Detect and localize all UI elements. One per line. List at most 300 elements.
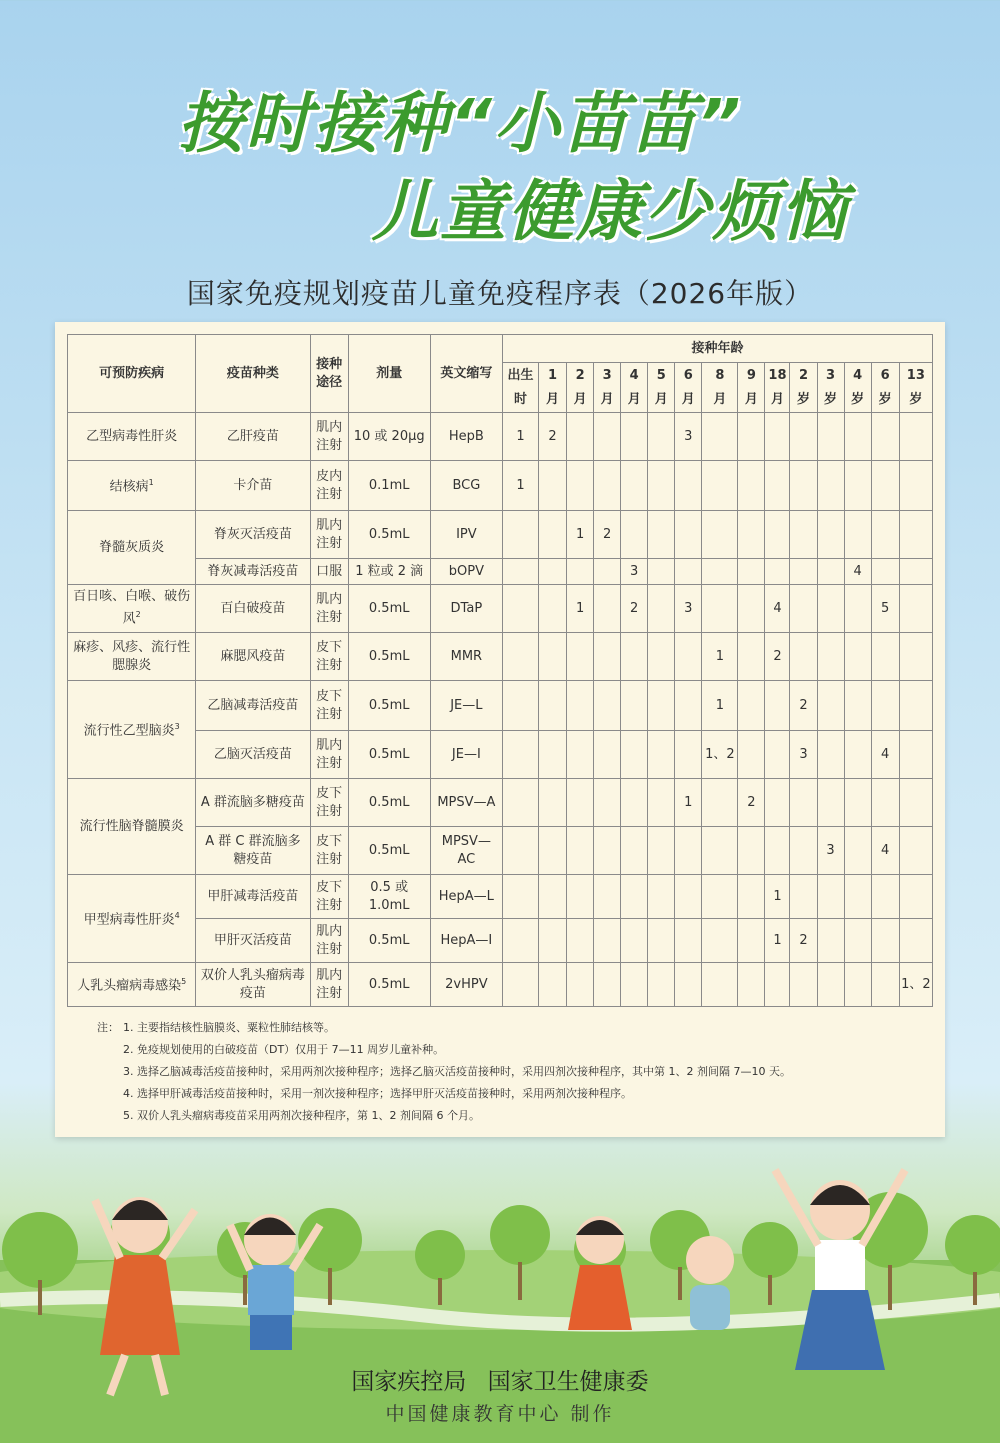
dose-number-cell [765,559,790,585]
dose-number-cell [502,681,538,731]
dose-number-cell [567,963,594,1007]
title-line1: 按时接种“小苗苗” [177,85,743,162]
dose-number-cell [702,827,738,875]
dose-number-cell [790,559,817,585]
dose-cell: 0.1mL [348,461,430,511]
age-value: 3 [826,367,836,383]
disease-cell [68,633,196,681]
dose-number-cell [567,827,594,875]
abbr-cell: JE—I [430,731,502,779]
dose-cell: 0.5 或 1.0mL [348,875,430,919]
abbr-header: 英文缩写 [430,335,502,413]
table-row [68,511,933,559]
footnote-marker: 4 [174,911,180,921]
dose-number-cell [648,681,675,731]
dose-number-cell [539,827,567,875]
dose-number-cell [899,827,932,875]
dose-number-cell [738,681,765,731]
dose-number-cell: 1 [702,633,738,681]
age-header [702,363,738,413]
disease-name: 乙型病毒性肝炎 [86,428,178,444]
route-cell: 肌内注射 [310,511,348,559]
dose-number-cell [817,413,844,461]
abbr-cell: BCG [430,461,502,511]
dose-number-cell [567,779,594,827]
vaccine-cell: 麻腮风疫苗 [196,633,310,681]
dose-number-cell: 3 [790,731,817,779]
dose-number-cell [648,511,675,559]
table-row [68,963,933,1007]
dose-number-cell [539,585,567,633]
route-cell: 肌内注射 [310,413,348,461]
dose-number-cell [871,681,899,731]
dose-cell: 0.5mL [348,511,430,559]
dose-number-cell [765,827,790,875]
disease-name: 百日咳、白喉、破伤风 [73,589,191,627]
dose-number-cell [899,731,932,779]
dose-number-cell [621,511,648,559]
disease-cell [68,585,196,633]
dose-number-cell: 2 [790,919,817,963]
dose-cell: 0.5mL [348,827,430,875]
dose-number-cell [675,963,702,1007]
dose-number-cell [899,559,932,585]
age-unit: 岁 [824,391,838,407]
table-subtitle: 国家免疫规划疫苗儿童免疫程序表（2026年版） [186,277,814,310]
age-header [817,363,844,413]
dose-number-cell [871,875,899,919]
dose-number-cell: 2 [539,413,567,461]
note-text: 1. 主要指结核性脑膜炎、粟粒性肺结核等。 [123,1021,335,1034]
dose-number-cell [502,559,538,585]
dose-number-cell [594,681,621,731]
age-header [594,363,621,413]
dose-header: 剂量 [348,335,430,413]
dose-number-cell [539,919,567,963]
dose-number-cell [738,875,765,919]
route-cell: 皮下注射 [310,681,348,731]
age-header [871,363,899,413]
vaccine-cell: 甲肝减毒活疫苗 [196,875,310,919]
dose-cell: 0.5mL [348,963,430,1007]
dose-number-cell [702,779,738,827]
dose-number-cell [817,681,844,731]
title-line2: 儿童健康少烦恼 [372,173,848,250]
dose-number-cell [817,963,844,1007]
vaccine-cell: A 群流脑多糖疫苗 [196,779,310,827]
dose-number-cell [702,963,738,1007]
dose-number-cell [621,731,648,779]
abbr-cell: HepA—L [430,875,502,919]
age-unit: 岁 [878,391,892,407]
age-value: 9 [746,367,756,383]
dose-number-cell [899,633,932,681]
dose-number-cell: 3 [675,585,702,633]
dose-number-cell: 2 [765,633,790,681]
vaccine-cell: 乙肝疫苗 [196,413,310,461]
dose-number-cell [738,461,765,511]
dose-number-cell [817,875,844,919]
age-header [567,363,594,413]
dose-number-cell: 1 [765,875,790,919]
dose-number-cell [675,919,702,963]
children-park-illustration [0,1140,1000,1443]
dose-cell: 0.5mL [348,585,430,633]
route-cell: 肌内注射 [310,963,348,1007]
age-unit: 月 [744,391,758,407]
dose-number-cell [844,633,871,681]
dose-number-cell [567,731,594,779]
note-lead [97,1061,123,1083]
footnote-marker: 5 [181,977,187,987]
dose-number-cell [790,461,817,511]
dose-number-cell [765,779,790,827]
dose-number-cell [844,919,871,963]
dose-number-cell [844,731,871,779]
disease-cell [68,511,196,585]
dose-number-cell [817,779,844,827]
disease-name: 麻疹、风疹、流行性腮腺炎 [73,639,191,673]
dose-number-cell [567,633,594,681]
dose-number-cell [594,731,621,779]
table-row [68,559,933,585]
dose-number-cell [648,559,675,585]
note-item [97,1105,927,1127]
dose-number-cell [738,731,765,779]
dose-number-cell [790,827,817,875]
dose-number-cell [648,633,675,681]
dose-number-cell [594,559,621,585]
footnote-marker: 1 [148,478,154,488]
abbr-cell: IPV [430,511,502,559]
age-value: 18 [768,367,787,383]
dose-number-cell [817,511,844,559]
dose-number-cell [738,511,765,559]
dose-number-cell [621,779,648,827]
dose-number-cell [738,827,765,875]
dose-number-cell [871,559,899,585]
footnote-marker: 2 [135,610,141,620]
dose-number-cell [594,585,621,633]
dose-number-cell [594,779,621,827]
dose-number-cell [502,827,538,875]
dose-number-cell [871,461,899,511]
notes [97,1017,927,1127]
dose-number-cell: 4 [871,731,899,779]
dose-cell: 1 粒或 2 滴 [348,559,430,585]
dose-number-cell [817,919,844,963]
dose-number-cell [871,963,899,1007]
dose-number-cell [844,681,871,731]
abbr-cell: DTaP [430,585,502,633]
dose-number-cell [790,963,817,1007]
dose-number-cell [790,875,817,919]
dose-number-cell [621,875,648,919]
dose-cell: 0.5mL [348,779,430,827]
dose-number-cell [594,461,621,511]
immunization-schedule-table [67,334,933,1007]
abbr-cell: HepB [430,413,502,461]
dose-number-cell [594,919,621,963]
dose-number-cell [502,919,538,963]
disease-name: 人乳头瘤病毒感染 [77,978,182,994]
disease-cell [68,461,196,511]
age-header [790,363,817,413]
route-cell: 皮下注射 [310,779,348,827]
dose-number-cell [844,779,871,827]
dose-number-cell [648,963,675,1007]
dose-cell: 0.5mL [348,731,430,779]
dose-number-cell [621,827,648,875]
age-header [502,363,538,413]
vaccine-cell: 脊灰减毒活疫苗 [196,559,310,585]
dose-number-cell [648,731,675,779]
dose-number-cell [899,681,932,731]
dose-number-cell [648,413,675,461]
dose-number-cell: 1 [675,779,702,827]
dose-number-cell: 4 [871,827,899,875]
vaccine-cell: 脊灰灭活疫苗 [196,511,310,559]
dose-number-cell [621,413,648,461]
age-value: 6 [683,367,693,383]
abbr-cell: MMR [430,633,502,681]
dose-number-cell: 2 [790,681,817,731]
table-row [68,875,933,919]
dose-number-cell [790,585,817,633]
footnote-marker: 3 [174,722,180,732]
dose-cell: 0.5mL [348,633,430,681]
dose-number-cell [594,963,621,1007]
dose-number-cell [765,681,790,731]
dose-number-cell [502,731,538,779]
disease-name: 流行性脑脊髓膜炎 [79,818,184,834]
dose-number-cell: 1 [765,919,790,963]
publishers: 国家疾控局 国家卫生健康委 [351,1369,649,1395]
dose-number-cell [539,731,567,779]
dose-number-cell: 3 [817,827,844,875]
disease-cell [68,963,196,1007]
dose-number-cell [675,511,702,559]
age-value: 13 [906,367,925,383]
age-header [675,363,702,413]
dose-number-cell [790,633,817,681]
header-row-top [68,335,933,363]
dose-number-cell [702,461,738,511]
abbr-cell: JE—L [430,681,502,731]
dose-number-cell [567,919,594,963]
table-row [68,681,933,731]
table-row [68,413,933,461]
dose-number-cell [871,633,899,681]
route-cell: 肌内注射 [310,731,348,779]
route-cell: 皮下注射 [310,827,348,875]
dose-number-cell [844,963,871,1007]
dose-number-cell [648,827,675,875]
dose-number-cell: 1 [502,413,538,461]
dose-number-cell: 2 [594,511,621,559]
dose-number-cell [675,681,702,731]
age-value: 8 [715,367,725,383]
dose-number-cell [738,413,765,461]
route-cell: 肌内注射 [310,919,348,963]
dose-number-cell [621,461,648,511]
age-header [765,363,790,413]
age-header [621,363,648,413]
dose-number-cell [702,511,738,559]
vaccine-cell: 双价人乳头瘤病毒疫苗 [196,963,310,1007]
dose-cell: 0.5mL [348,681,430,731]
dose-number-cell [675,875,702,919]
age-unit: 月 [713,391,727,407]
table-row [68,731,933,779]
disease-cell [68,875,196,963]
dose-number-cell [790,779,817,827]
age-unit: 时 [513,391,527,407]
table-row [68,919,933,963]
route-header: 接种途径 [310,335,348,413]
note-item [97,1017,927,1039]
age-header [539,363,567,413]
dose-number-cell [675,461,702,511]
age-value: 5 [656,367,666,383]
dose-number-cell: 3 [621,559,648,585]
age-value: 出生 [507,367,534,383]
abbr-cell: MPSV—A [430,779,502,827]
dose-number-cell [502,779,538,827]
route-cell: 皮内注射 [310,461,348,511]
dose-number-cell [539,461,567,511]
dose-number-cell: 4 [844,559,871,585]
dose-number-cell [844,511,871,559]
table-row [68,585,933,633]
age-unit: 岁 [851,391,865,407]
dose-number-cell [765,461,790,511]
age-unit: 月 [654,391,668,407]
dose-number-cell [675,827,702,875]
route-cell: 皮下注射 [310,875,348,919]
age-value: 2 [575,367,585,383]
dose-number-cell [648,779,675,827]
note-text: 5. 双价人乳头瘤病毒疫苗采用两剂次接种程序，第 1、2 剂间隔 6 个月。 [123,1109,480,1122]
age-unit: 月 [770,391,784,407]
dose-number-cell [702,585,738,633]
note-lead [97,1105,123,1127]
dose-number-cell [539,779,567,827]
dose-number-cell [738,963,765,1007]
note-item [97,1039,927,1061]
table-row [68,779,933,827]
dose-number-cell [502,875,538,919]
disease-name: 脊髓灰质炎 [99,539,165,555]
age-value: 3 [602,367,612,383]
dose-number-cell [502,963,538,1007]
note-text: 3. 选择乙脑减毒活疫苗接种时，采用两剂次接种程序；选择乙脑灭活疫苗接种时，采用四剂次接种程序，其中第 1、2 剂间隔 7—10 天。 [123,1065,791,1078]
dose-number-cell [539,875,567,919]
vaccine-cell: 乙脑灭活疫苗 [196,731,310,779]
dose-number-cell [594,413,621,461]
age-unit: 岁 [797,391,811,407]
dose-number-cell [594,827,621,875]
dose-number-cell [539,681,567,731]
dose-number-cell [621,963,648,1007]
dose-number-cell [567,875,594,919]
dose-number-cell [817,585,844,633]
dose-number-cell [765,963,790,1007]
note-text: 4. 选择甲肝减毒活疫苗接种时，采用一剂次接种程序；选择甲肝灭活疫苗接种时，采用两剂次接种程序。 [123,1087,632,1100]
age-value: 4 [629,367,639,383]
dose-number-cell [817,461,844,511]
abbr-cell: HepA—I [430,919,502,963]
dose-number-cell [502,585,538,633]
note-lead [97,1083,123,1105]
dose-number-cell [539,633,567,681]
dose-number-cell [648,875,675,919]
dose-number-cell [675,633,702,681]
dose-number-cell [871,919,899,963]
disease-name: 结核病 [109,479,149,495]
route-cell: 肌内注射 [310,585,348,633]
route-cell: 皮下注射 [310,633,348,681]
disease-cell [68,413,196,461]
age-unit: 月 [573,391,587,407]
dose-number-cell [621,919,648,963]
vaccine-cell: 乙脑减毒活疫苗 [196,681,310,731]
vaccine-header: 疫苗种类 [196,335,310,413]
dose-number-cell [567,461,594,511]
age-header [738,363,765,413]
dose-number-cell [790,413,817,461]
dose-number-cell [502,511,538,559]
note-lead [97,1039,123,1061]
dose-number-cell [738,559,765,585]
age-header [899,363,932,413]
dose-number-cell [844,585,871,633]
dose-cell: 10 或 20μg [348,413,430,461]
age-value: 1 [548,367,558,383]
dose-number-cell: 5 [871,585,899,633]
note-item [97,1061,927,1083]
dose-number-cell [871,511,899,559]
abbr-cell: 2vHPV [430,963,502,1007]
dose-number-cell [738,585,765,633]
age-unit: 月 [627,391,641,407]
dose-number-cell [899,779,932,827]
dose-number-cell [502,633,538,681]
age-unit: 月 [600,391,614,407]
dose-number-cell [648,919,675,963]
dose-number-cell: 1 [567,585,594,633]
abbr-cell: MPSV—AC [430,827,502,875]
dose-number-cell [567,681,594,731]
dose-number-cell [871,413,899,461]
dose-number-cell [817,633,844,681]
dose-number-cell [765,511,790,559]
dose-number-cell [567,559,594,585]
dose-number-cell: 1 [702,681,738,731]
vaccine-cell: 百白破疫苗 [196,585,310,633]
dose-number-cell [871,779,899,827]
dose-number-cell [844,875,871,919]
dose-number-cell [899,511,932,559]
note-text: 2. 免疫规划使用的白破疫苗（DT）仅用于 7—11 周岁儿童补种。 [123,1043,445,1056]
dose-number-cell [539,963,567,1007]
dose-number-cell [738,633,765,681]
abbr-cell: bOPV [430,559,502,585]
dose-number-cell [899,585,932,633]
note-lead: 注： [97,1021,119,1034]
vaccine-cell: A 群 C 群流脑多糖疫苗 [196,827,310,875]
age-header [844,363,871,413]
